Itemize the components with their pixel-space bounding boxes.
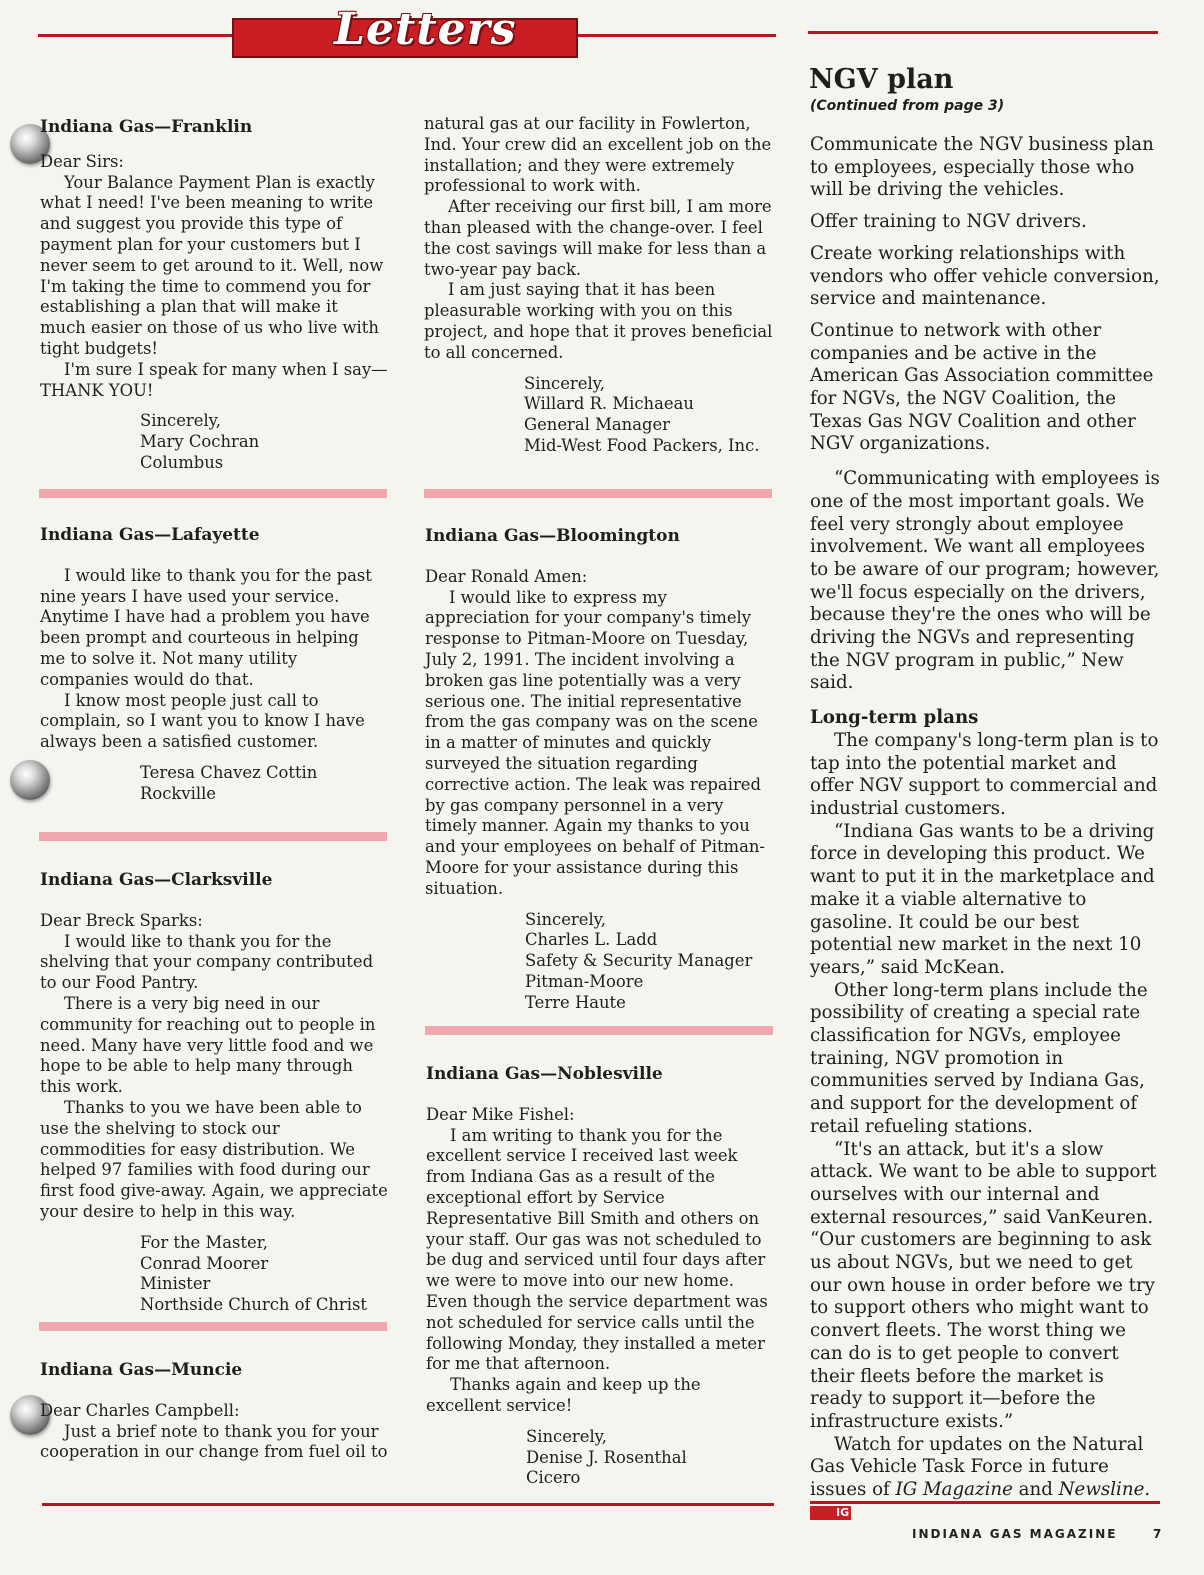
bottom-rule-right [810, 1501, 1160, 1504]
paragraph: I am writing to thank you for the excellent service I received last week from Indiana Gas as a result of the exceptional effort by Service Representative Bill Smith and others on your staff. Our gas was not scheduled to be dug and serviced until four days after we were to move into our new home. Even though the service department was not scheduled for service calls until the following Monday, they installed a meter for me that afternoon. [426, 1125, 768, 1374]
signature-line: Northside Church of Christ [140, 1295, 367, 1315]
paragraph: Communicate the NGV business plan to employees, especially those who will be driving the vehicles. [810, 134, 1154, 201]
signature-block [40, 411, 388, 473]
letter-bloomington [425, 526, 775, 1014]
signature-block [40, 763, 388, 805]
paragraph: I would like to thank you for the past nine years I have used your service. Anytime I have had a problem you have been prompt and courteous in helping me to solve it. Not many utility companies would do that. [40, 565, 372, 689]
top-rule-mid [576, 34, 776, 37]
signature-line: Pitman-Moore [525, 971, 644, 991]
signature-line: Willard R. Michaeau [524, 394, 694, 414]
paragraph: I'm sure I speak for many when I say—THANK YOU! [40, 359, 388, 400]
letter-noblesville [426, 1064, 776, 1489]
divider [425, 1026, 773, 1035]
signature-line: Sincerely, [140, 411, 221, 431]
paragraph: natural gas at our facility in Fowlerton, Ind. Your crew did an excellent job on the installation; and they were extremely professional to work with. [424, 114, 772, 196]
signature-block [424, 374, 774, 457]
letter-heading: Indiana Gas—Bloomington [425, 526, 680, 546]
signature-line: Sincerely, [526, 1426, 607, 1446]
paragraph: I know most people just call to complain, so I want you to know I have always been a satisfied customer. [40, 690, 365, 752]
paragraph: I am just saying that it has been pleasurable working with you on this project, and hope that it proves beneficial to all concerned. [424, 280, 773, 362]
letter-heading: Indiana Gas—Clarksville [40, 870, 273, 890]
paragraph: “It's an attack, but it's a slow attack. We want to be able to support ourselves with our internal and external resources,” said VanKeuren. “Our customers are beginning to ask us about NGVs, but we need to get our own house in order before we try to support others who might want to convert fleets. The worst thing we can do is to get people to convert their fleets before the market is ready to support it—before the infrastructure exists.” [810, 1138, 1157, 1432]
letter-muncie-continued [424, 114, 774, 457]
signature-line: Teresa Chavez Cottin [140, 762, 318, 782]
paragraph: “Communicating with employees is one of the most important goals. We feel very strongly about employee involvement. We want all employees to be aware of our program; however, we'll focus especially on the drivers, because they're the ones who will be driving the NGVs and representing the NGV program in public,” New said. [810, 468, 1160, 694]
newsletter-name: Newsline. [1058, 1479, 1151, 1501]
top-rule-right [808, 31, 1158, 34]
salutation: Dear Ronald Amen: [425, 566, 588, 586]
signature-block [426, 1427, 776, 1489]
salutation: Dear Charles Campbell: [40, 1400, 240, 1420]
signature-line: Conrad Moorer [140, 1253, 269, 1273]
paragraph: Continue to network with other companies and be active in the American Gas Association committee for NGVs, the NGV Coalition, the Texas Gas NGV Coalition and other NGV organizations. [810, 319, 1154, 455]
footer-magazine-name: INDIANA GAS MAGAZINE [912, 1527, 1118, 1541]
bottom-rule-left [42, 1503, 774, 1506]
subheading: Long-term plans [810, 707, 979, 729]
top-rule-left [38, 34, 234, 37]
article-body [810, 134, 1160, 1524]
paragraph: Thanks again and keep up the excellent service! [426, 1375, 701, 1415]
paragraph: Your Balance Payment Plan is exactly what I need! I've been meaning to write and suggest you provide this type of payment plan for your customers but I never seem to get around to it. Well, now I'm taking the time to commend you for establishing a plan that will make it much easier on those of us who live with tight budgets! [40, 172, 384, 358]
paragraph: I would like to express my appreciation for your company's timely response to Pitman-Moore on Tuesday, July 2, 1991. The incident involving a broken gas line potentially was a very serious one. The initial representative from the gas company was on the scene in a matter of minutes and quickly surveyed the situation regarding corrective action. The leak was repaired by gas company personnel in a very timely manner. Again my thanks to you and your employees on behalf of Pitman-Moore for your assistance during this situation. [425, 587, 765, 898]
article-title: NGV plan [809, 64, 954, 95]
paragraph: After receiving our first bill, I am more than pleased with the change-over. I feel the cost savings will make for less than a two-year pay back. [424, 197, 772, 279]
paragraph: I would like to thank you for the shelving that your company contributed to our Food Pantry. [40, 931, 374, 993]
divider [39, 1322, 387, 1331]
salutation: Dear Sirs: [40, 151, 124, 171]
page-number: 7 [1153, 1527, 1164, 1541]
paragraph: Create working relationships with vendors who offer vehicle conversion, service and maintenance. [810, 242, 1160, 310]
signature-line: Mid-West Food Packers, Inc. [524, 435, 760, 455]
paragraph: “Indiana Gas wants to be a driving force in developing this product. We want to put it in the marketplace and make it a viable alternative to gasoline. It could be our best potential new market in the next 10 years,” said McKean. [810, 820, 1155, 978]
signature-line: Sincerely, [525, 909, 606, 929]
divider [39, 832, 387, 841]
letter-franklin [40, 117, 388, 474]
letters-banner [232, 4, 578, 58]
signature-line: Denise J. Rosenthal [526, 1447, 687, 1467]
signature-line: Rockville [140, 783, 217, 803]
salutation: Dear Mike Fishel: [426, 1104, 575, 1124]
signature-block [40, 1233, 388, 1316]
salutation: Dear Breck Sparks: [40, 910, 203, 930]
text-run: Watch for updates on the Natural Gas Vehicle Task Force in future issues of [810, 1433, 1144, 1501]
letter-heading: Indiana Gas—Muncie [40, 1360, 243, 1380]
paragraph: Offer training to NGV drivers. [810, 211, 1087, 233]
signature-line: Mary Cochran [140, 432, 260, 452]
signature-line: Minister [140, 1274, 211, 1294]
closing-paragraph [810, 1434, 1160, 1525]
signature-line: Sincerely, [524, 373, 605, 393]
continued-note: (Continued from page 3) [810, 98, 1005, 114]
banner-title: Letters [334, 4, 517, 55]
signature-line: Columbus [140, 452, 224, 472]
paragraph: Other long-term plans include the possibility of creating a special rate classification for NGVs, employee training, NGV promotion in communities served by Indiana Gas, and support for the development of retail refueling stations. [810, 979, 1148, 1137]
paragraph: The company's long-term plan is to tap into the potential market and offer NGV support to commercial and industrial customers. [810, 729, 1159, 819]
signature-line: Charles L. Ladd [525, 930, 658, 950]
letter-muncie [40, 1360, 388, 1463]
paragraph: There is a very big need in our community for reaching out to people in need. Many have very little food and we hope to be able to help many through this work. [40, 993, 376, 1097]
signature-line: Terre Haute [525, 992, 626, 1012]
signature-block [425, 910, 775, 1014]
letter-heading: Indiana Gas—Franklin [40, 117, 253, 137]
divider [424, 489, 772, 498]
signature-line: Safety & Security Manager [525, 951, 753, 971]
signature-line: For the Master, [140, 1232, 268, 1252]
divider [39, 489, 387, 498]
letter-lafayette [40, 525, 388, 805]
signature-line: Cicero [526, 1468, 581, 1488]
letter-heading: Indiana Gas—Noblesville [426, 1064, 663, 1084]
letter-clarksville [40, 870, 388, 1316]
paragraph: Thanks to you we have been able to use the shelving to stock our commodities for easy distribution. We helped 97 families with food during our first food give-away. Again, we appreciate your desire to help in this way. [40, 1097, 388, 1221]
signature-line: General Manager [524, 415, 671, 435]
magazine-name: IG Magazine [895, 1479, 1013, 1501]
letter-heading: Indiana Gas—Lafayette [40, 525, 260, 545]
ig-logo-icon: IG [810, 1506, 851, 1520]
paragraph: Just a brief note to thank you for your cooperation in our change from fuel oil to [40, 1421, 388, 1462]
text-run: and [1012, 1479, 1059, 1501]
